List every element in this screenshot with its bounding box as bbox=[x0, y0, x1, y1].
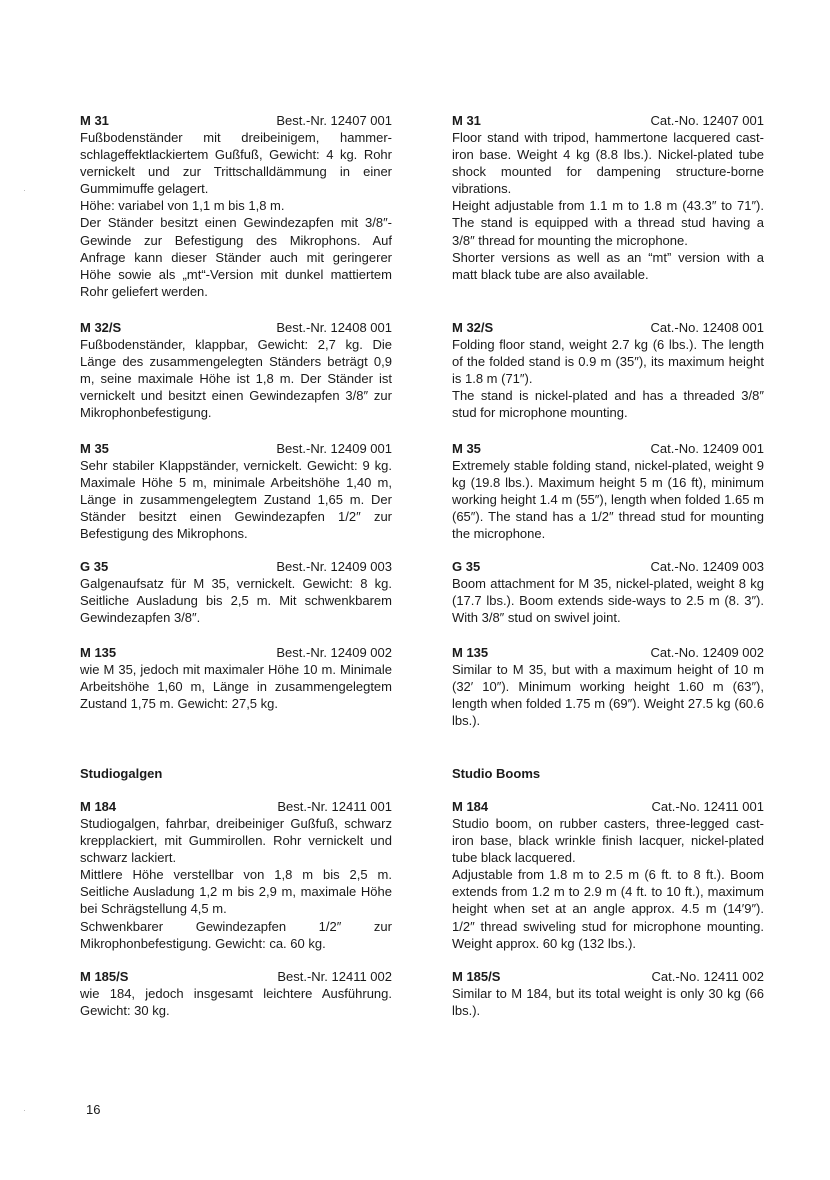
entry-text: Similar to M 35, but with a maximum height of 10 m (32′ 10″). Minimum working height 1.60 m (63″), length when folded 1.75 m (69″). Weight 27.5 kg (60.6 lbs.). bbox=[452, 662, 764, 729]
model-number: M 185/S bbox=[452, 969, 501, 984]
model-number: M 31 bbox=[452, 113, 481, 128]
entry-text: Folding floor stand, weight 2.7 kg (6 lbs.). The length of the folded stand is 0.9 m (35″), its maximum height is 1.8 m (71″). bbox=[452, 337, 764, 387]
model-number: M 32/S bbox=[452, 320, 494, 335]
entry-text: Schwenkbarer Gewindezapfen 1/2″ zur Mikrophonbefestigung. Gewicht: ca. 60 kg. bbox=[80, 918, 392, 951]
catalog-number: Cat.-No. 12408 001 bbox=[650, 320, 764, 335]
page-number: 16 bbox=[86, 1102, 101, 1117]
order-number: Best.-Nr. 12411 001 bbox=[277, 799, 392, 814]
entry-text: Extremely stable folding stand, nickel-plated, weight 9 kg (19.8 lbs.). Maximum height 5 m (16 ft), minimum working height 1.4 m (55″), length when folded 1.65 m (65″). The stand has a 1/2″ thread stud for mounting the microphone. bbox=[452, 458, 764, 542]
model-number: G 35 bbox=[80, 559, 109, 574]
entry-body bbox=[452, 661, 764, 729]
model-number: M 184 bbox=[452, 799, 489, 814]
scan-speck bbox=[24, 1110, 25, 1111]
entry-header bbox=[452, 558, 764, 575]
entry-text: Der Ständer besitzt einen Gewindezapfen mit 3/8″-Gewinde zur Befestigung des Mikrophons. Auf Anfrage kann dieser Ständer auch mit geringerer Höhe sowie als „mt“-Version mit dunkel mattiertem Rohr geliefert werden. bbox=[80, 215, 392, 299]
entry-header bbox=[80, 440, 392, 457]
entry-m185s-en bbox=[452, 968, 764, 1019]
entry-m135-en bbox=[452, 644, 764, 729]
entry-text: Boom attachment for M 35, nickel-plated, weight 8 kg (17.7 lbs.). Boom extends side-ways to 2.5 m (8. 3″). With 3/8″ stud on swivel joint. bbox=[452, 576, 764, 626]
entry-m185s-de bbox=[80, 968, 392, 1019]
section-title: Studio Booms bbox=[452, 766, 541, 781]
section-title: Studiogalgen bbox=[80, 766, 163, 781]
entry-m184-en bbox=[452, 798, 764, 952]
entry-body bbox=[80, 129, 392, 300]
order-number: Best.-Nr. 12409 003 bbox=[276, 559, 392, 574]
order-number: Best.-Nr. 12411 002 bbox=[277, 969, 392, 984]
entry-text: The stand is nickel-plated and has a threaded 3/8″ stud for microphone mounting. bbox=[452, 388, 764, 421]
entry-header bbox=[452, 968, 764, 985]
entry-header bbox=[80, 798, 392, 815]
entry-body bbox=[452, 575, 764, 626]
entry-text: Floor stand with tripod, hammertone lacquered cast-iron base. Weight 4 kg (8.8 lbs.). Nickel-plated tube shock mounted for dampening structure-borne vibrations. bbox=[452, 130, 764, 197]
entry-header bbox=[80, 968, 392, 985]
entry-g35-en bbox=[452, 558, 764, 626]
entry-text: Studio boom, on rubber casters, three-legged cast-iron base, black wrinkle finish lacquer, nickel-plated tube black lacquered. bbox=[452, 816, 764, 866]
entry-m35-en bbox=[452, 440, 764, 542]
model-number: G 35 bbox=[452, 559, 481, 574]
scan-speck bbox=[24, 190, 25, 191]
entry-m31-en bbox=[452, 112, 764, 283]
order-number: Best.-Nr. 12409 001 bbox=[276, 441, 392, 456]
model-number: M 185/S bbox=[80, 969, 129, 984]
entry-g35-de bbox=[80, 558, 392, 626]
entry-body bbox=[452, 336, 764, 421]
catalog-number: Cat.-No. 12409 001 bbox=[650, 441, 764, 456]
catalog-number: Cat.-No. 12407 001 bbox=[650, 113, 764, 128]
model-number: M 35 bbox=[80, 441, 109, 456]
entry-text: Adjustable from 1.8 m to 2.5 m (6 ft. to 8 ft.). Boom extends from 1.2 m to 2.9 m (4 ft. to 10 ft.), maximum height when set at an angle approx. 4.5 m (14′9″). 1/2″ thread swiveling stud for microphone mounting. Weight approx. 60 kg (132 lbs.). bbox=[452, 867, 764, 951]
entry-text: wie M 35, jedoch mit maximaler Höhe 10 m. Minimale Arbeitshöhe 1,60 m, Länge in zusammengelegtem Zustand 1,75 m. Gewicht: 27,5 kg. bbox=[80, 662, 392, 712]
model-number: M 32/S bbox=[80, 320, 122, 335]
entry-body bbox=[80, 661, 392, 712]
model-number: M 135 bbox=[452, 645, 489, 660]
entry-text: Similar to M 184, but its total weight is only 30 kg (66 lbs.). bbox=[452, 986, 764, 1019]
entry-m135-de bbox=[80, 644, 392, 712]
catalog-number: Cat.-No. 12409 002 bbox=[650, 645, 764, 660]
entry-text: Height adjustable from 1.1 m to 1.8 m (43.3″ to 71″). The stand is equipped with a thread stud having a 3/8″ thread for mounting the microphone. bbox=[452, 198, 764, 248]
entry-header bbox=[452, 644, 764, 661]
entry-header bbox=[452, 440, 764, 457]
entry-text: Höhe: variabel von 1,1 m bis 1,8 m. bbox=[80, 198, 285, 214]
entry-header bbox=[452, 112, 764, 129]
catalog-number: Cat.-No. 12411 001 bbox=[651, 799, 764, 814]
order-number: Best.-Nr. 12409 002 bbox=[276, 645, 392, 660]
entry-body bbox=[80, 815, 392, 952]
entry-header bbox=[80, 644, 392, 661]
entry-text: Sehr stabiler Klappständer, vernickelt. Gewicht: 9 kg. Maximale Höhe 5 m, minimale Arbeitshöhe 1,40 m, Länge in zusammengelegtem Zustand 1,65 m. Der Ständer besitzt einen Gewindezapfen 1/2″ zur Befestigung des Mikrophons. bbox=[80, 458, 392, 542]
entry-body bbox=[80, 985, 392, 1019]
catalog-number: Cat.-No. 12411 002 bbox=[651, 969, 764, 984]
entry-body bbox=[452, 815, 764, 952]
model-number: M 31 bbox=[80, 113, 109, 128]
entry-m31-de bbox=[80, 112, 392, 300]
entry-text: Shorter versions as well as an “mt” version with a matt black tube are also available. bbox=[452, 249, 764, 282]
entry-text: Fußbodenständer, klappbar, Gewicht: 2,7 kg. Die Länge des zusammengelegten Ständers beträgt 0,9 m, seine maximale Höhe ist 1,8 m. Der Ständer ist vernickelt und besitzt einen Gewindezapfen 3/8″ zur Mikrophonbefestigung. bbox=[80, 337, 392, 421]
entry-body bbox=[452, 985, 764, 1019]
entry-text: Fußbodenständer mit dreibeinigem, hammer-schlageffektlackiertem Gußfuß, Gewicht: 4 kg. Rohr vernickelt und zur Trittschalldämmung in einer Gummimuffe gelagert. bbox=[80, 130, 392, 197]
entry-body bbox=[452, 457, 764, 542]
entry-body bbox=[80, 575, 392, 626]
entry-header bbox=[452, 319, 764, 336]
model-number: M 135 bbox=[80, 645, 117, 660]
entry-text: wie 184, jedoch insgesamt leichtere Ausführung. Gewicht: 30 kg. bbox=[80, 986, 392, 1019]
entry-text: Mittlere Höhe verstellbar von 1,8 m bis 2,5 m. Seitliche Ausladung 1,2 m bis 2,9 m, maximale Höhe bei Schrägstellung 4,5 m. bbox=[80, 867, 392, 917]
entry-body bbox=[452, 129, 764, 283]
order-number: Best.-Nr. 12408 001 bbox=[276, 320, 392, 335]
entry-m184-de bbox=[80, 798, 392, 952]
entry-body bbox=[80, 336, 392, 421]
entry-header bbox=[80, 112, 392, 129]
entry-m32s-en bbox=[452, 319, 764, 421]
model-number: M 184 bbox=[80, 799, 117, 814]
entry-m32s-de bbox=[80, 319, 392, 421]
model-number: M 35 bbox=[452, 441, 481, 456]
entry-m35-de bbox=[80, 440, 392, 542]
entry-text: Galgenaufsatz für M 35, vernickelt. Gewicht: 8 kg. Seitliche Ausladung bis 2,5 m. Mit schwenkbarem Gewindezapfen 3/8″. bbox=[80, 576, 392, 626]
entry-header bbox=[80, 558, 392, 575]
entry-header bbox=[452, 798, 764, 815]
entry-body bbox=[80, 457, 392, 542]
catalog-number: Cat.-No. 12409 003 bbox=[650, 559, 764, 574]
order-number: Best.-Nr. 12407 001 bbox=[276, 113, 392, 128]
entry-text: Studiogalgen, fahrbar, dreibeiniger Gußfuß, schwarz krepplackiert, mit Gummirollen. Rohr vernickelt und schwarz lackiert. bbox=[80, 816, 392, 866]
entry-header bbox=[80, 319, 392, 336]
